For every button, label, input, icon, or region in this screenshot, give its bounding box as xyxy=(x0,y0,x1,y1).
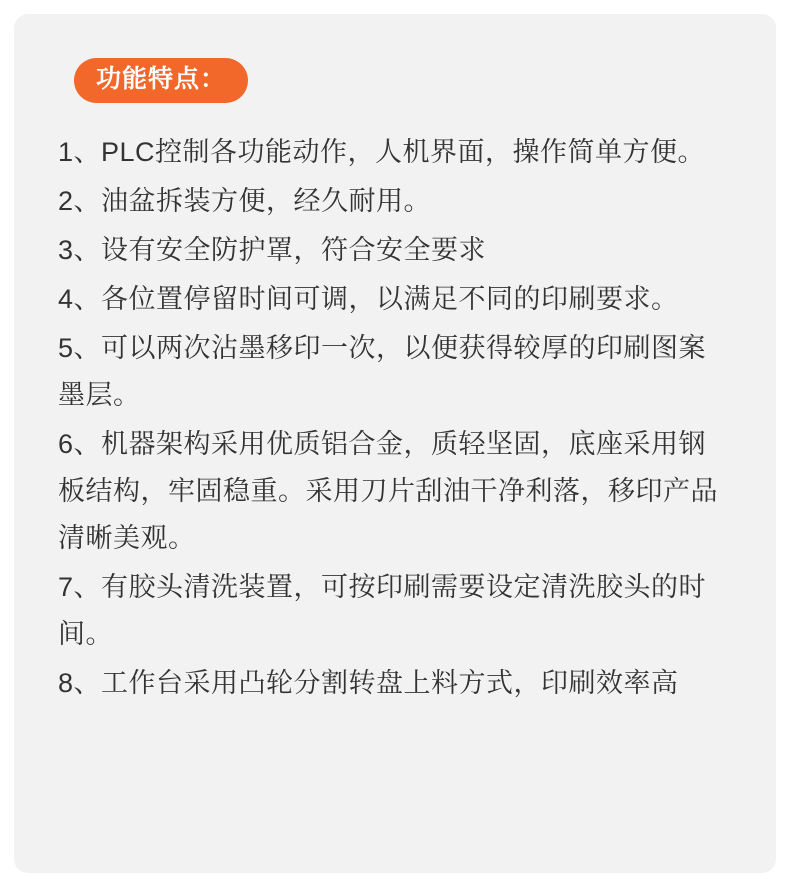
list-item: 3、设有安全防护罩，符合安全要求 xyxy=(58,235,487,265)
list-item: 4、各位置停留时间可调，以满足不同的印刷要求。 xyxy=(58,284,679,314)
list-item: 7、有胶头清洗装置，可按印刷需要设定清洗胶头的时间。 xyxy=(58,572,707,649)
status-badge: 功能特点： xyxy=(74,58,248,103)
feature-card xyxy=(14,14,776,873)
list-item: 1、PLC控制各功能动作，人机界面，操作简单方便。 xyxy=(58,137,706,167)
list-item: 5、可以两次沾墨移印一次，以便获得较厚的印刷图案墨层。 xyxy=(58,333,707,410)
list-item: 6、机器架构采用优质铝合金，质轻坚固，底座采用钢板结构，牢固稳重。采用刀片刮油干净利落，移印产品清晰美观。 xyxy=(58,429,718,553)
section-heading xyxy=(74,58,732,103)
list-item: 8、工作台采用凸轮分割转盘上料方式，印刷效率高 xyxy=(58,668,679,698)
list-item: 2、油盆拆装方便，经久耐用。 xyxy=(58,186,432,216)
feature-list xyxy=(58,129,732,707)
